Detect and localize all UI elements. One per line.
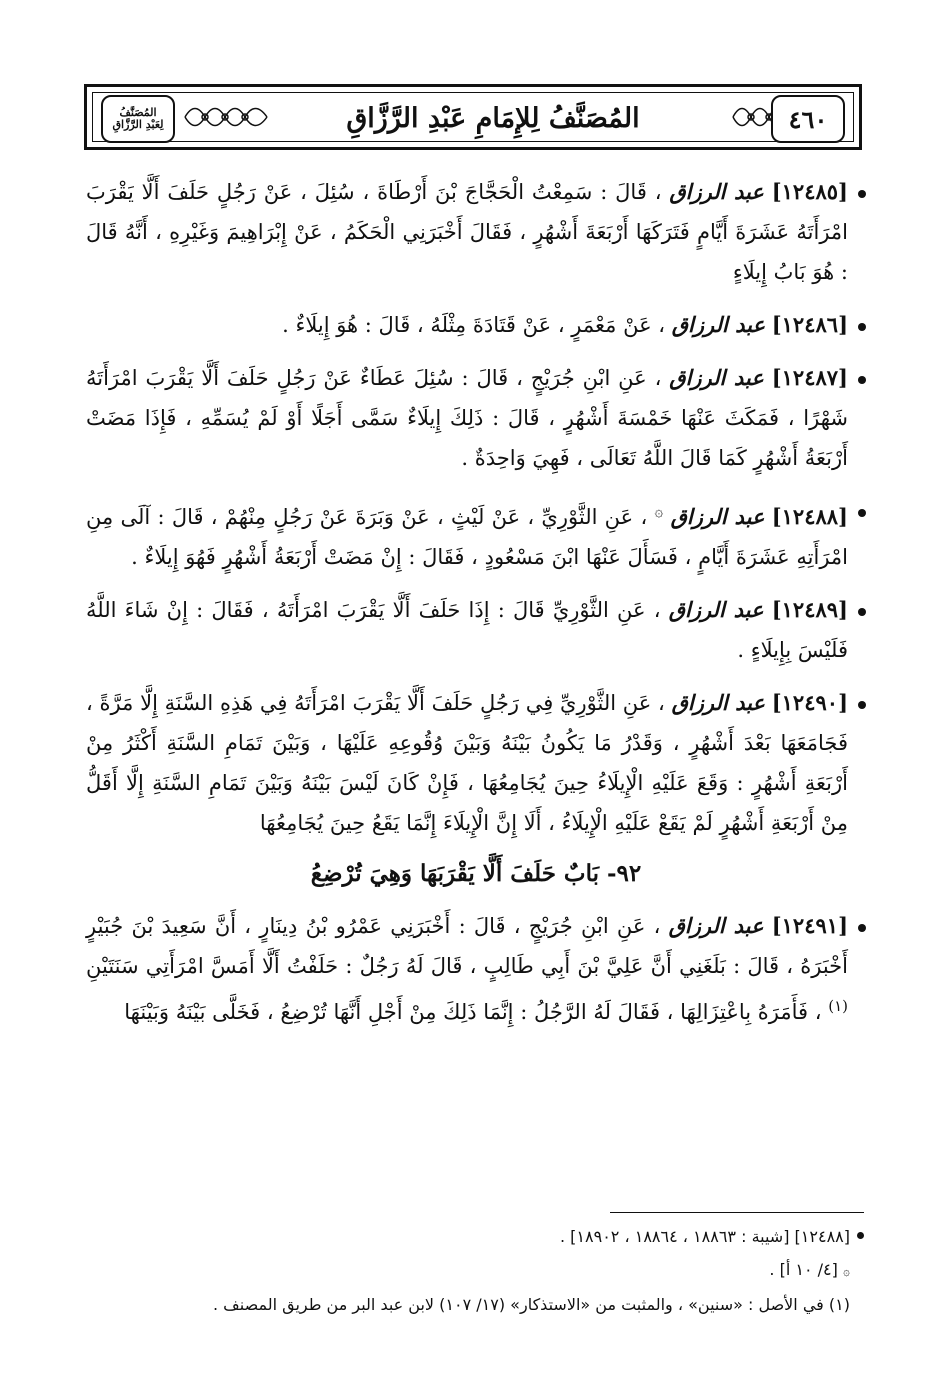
bullet-icon <box>858 376 866 384</box>
hadith-number: [١٢٤٩١] <box>771 913 848 938</box>
footnote-text: (١) في الأصل : «سنين» ، والمثبت من «الاستذكار» (١٧/ ١٠٧) لابن عبد البر من طريق المصنف . <box>213 1295 850 1314</box>
bullet-icon <box>858 509 866 517</box>
bullet-icon <box>858 323 866 331</box>
footnote-1 <box>86 1288 864 1321</box>
logo-line-1: المُصَنَّفُ <box>119 106 157 119</box>
hadith-12485 <box>86 172 866 292</box>
hadith-12491 <box>86 906 866 1032</box>
hadith-number: [١٢٤٨٦] <box>771 312 848 337</box>
page-number: ٤٦٠ <box>788 104 828 134</box>
hadith-text-continued: ، فَأَمَرَهُ بِاعْتِزَالِهَا ، فَقَالَ لَهُ الرَّجُلُ : إِنَّمَا ذَلِكَ مِنْ أَجْلِ أَنَّهَا تُرْضِعُ ، فَخَلَّى بَيْنَهُ وَبَيْنَهَا <box>124 1000 822 1024</box>
footnotes <box>86 1220 864 1321</box>
hadith-12489 <box>86 590 866 670</box>
bullet-icon <box>858 190 866 198</box>
ornament-left-icon <box>183 96 269 138</box>
page-header <box>84 84 862 150</box>
bullet-icon <box>858 701 866 709</box>
hadith-source: عبد الرزاق <box>669 365 764 390</box>
hadith-number: [١٢٤٨٥] <box>771 179 848 204</box>
footnote-folio <box>86 1253 864 1288</box>
hadith-source: عبد الرزاق <box>671 312 766 337</box>
hadith-source: عبد الرزاق <box>670 504 765 529</box>
bullet-icon <box>858 608 866 616</box>
hadith-text: ، عَنِ الثَّوْرِيِّ قَالَ : إِذَا حَلَفَ أَلَّا يَقْرَبَ امْرَأَتَهُ ، فَقَالَ : إِنْ شَاءَ اللَّهُ فَلَيْسَ بِإِيلَاءٍ . <box>86 598 848 662</box>
hadith-12487 <box>86 358 866 478</box>
hadith-number: [١٢٤٨٨] <box>771 504 848 529</box>
footnote-takhrij <box>86 1220 864 1253</box>
bullet-icon <box>857 1232 864 1239</box>
hadith-source: عبد الرزاق <box>671 690 765 715</box>
hadith-source: عبد الرزاق <box>668 913 764 938</box>
footnote-text: [١٢٤٨٨] [شيبة : ١٨٨٦٣ ، ١٨٨٦٤ ، ١٨٩٠٢] . <box>559 1227 850 1246</box>
hadith-source: عبد الرزاق <box>668 597 764 622</box>
hadith-text: ، عَنْ مَعْمَرٍ ، عَنْ قَتَادَةَ مِثْلَهُ ، قَالَ : هُوَ إِيلَاءٌ . <box>282 313 666 337</box>
chapter-heading: ٩٢- بَابٌ حَلَفَ أَلَّا يَقْرَبَهَا وَهِيَ تُرْضِعُ <box>310 860 642 887</box>
folio-marker-icon: ۞ <box>654 502 664 520</box>
hadith-source: عبد الرزاق <box>669 179 764 204</box>
running-title: المُصَنَّفُ لِلإِمَامِ عَبْدِ الرَّزَّاقِ <box>346 103 640 134</box>
footnote-text: [٤/ ١٠ أ] . <box>769 1260 838 1279</box>
hadith-number: [١٢٤٩٠] <box>771 690 848 715</box>
page-number-badge <box>771 95 845 143</box>
hadith-12486 <box>86 305 866 345</box>
footnote-reference[interactable]: (١) <box>828 997 848 1015</box>
hadith-number: [١٢٤٨٩] <box>771 597 848 622</box>
hadith-text: ، عَنِ ابْنِ جُرَيْجٍ ، قَالَ : سُئِلَ عَطَاءٌ عَنْ رَجُلٍ حَلَفَ أَلَّا يَقْرَبَ امْرَأَتَهُ شَهْرًا ، فَمَكَثَ عَنْهَا خَمْسَةَ أَشْهُرٍ ، قَالَ : ذَلِكَ إِيلَاءٌ سَمَّى أَجَلًا أَوْ لَمْ يُسَمِّهِ ، فَإِذَا مَضَتْ أَرْبَعَةُ أَشْهُرٍ كَمَا قَالَ اللَّهُ تَعَالَى ، فَهِيَ وَاحِدَةٌ . <box>86 366 848 470</box>
bullet-icon <box>858 924 866 932</box>
hadith-number: [١٢٤٨٧] <box>771 365 848 390</box>
book-logo <box>113 107 164 131</box>
hadith-text: ، عَنِ ابْنِ جُرَيْجٍ ، قَالَ : أَخْبَرَنِي عَمْرُو بْنُ دِينَارٍ ، أَنَّ سَعِيدَ بْنَ جُبَيْرٍ أَخْبَرَهُ ، قَالَ : بَلَغَنِي أَنَّ عَلِيَّ بْنَ أَبِي طَالِبٍ ، قَالَ لَهُ رَجُلٌ : حَلَفْتُ أَلَّا أَمَسَّ امْرَأَتِي سَنَتَيْنِ <box>86 914 848 978</box>
logo-line-2: لِعَبْدِ الرَّزَّاقِ <box>112 118 164 131</box>
hadith-text: ، قَالَ : سَمِعْتُ الْحَجَّاجَ بْنَ أَرْطَاةَ ، سُئِلَ ، عَنْ رَجُلٍ حَلَفَ أَلَّا يَقْرَبَ امْرَأَتَهُ عَشَرَةَ أَيَّامٍ فَتَرَكَهَا أَرْبَعَةَ أَشْهُرٍ ، فَقَالَ أَخْبَرَنِي الْحَكَمُ ، عَنْ إِبْرَاهِيمَ وَغَيْرِهِ ، أَنَّهُ قَالَ : هُوَ بَابُ إِيلَاءٍ <box>86 180 848 284</box>
footnote-divider <box>610 1212 864 1213</box>
main-text <box>86 172 866 1045</box>
folio-marker-icon: ۞ <box>842 1264 850 1278</box>
hadith-12490 <box>86 683 866 843</box>
hadith-12488 <box>86 491 866 577</box>
hadith-text: ، عَنِ الثَّوْرِيِّ ، عَنْ لَيْثٍ ، عَنْ وَبَرَةَ عَنْ رَجُلٍ مِنْهُمْ ، قَالَ : آلَى مِنِ امْرَأَتِهِ عَشَرَةَ أَيَّامٍ ، فَسَأَلَ عَنْهَا ابْنَ مَسْعُودٍ ، فَقَالَ : إِنْ مَضَتْ أَرْبَعَةُ أَشْهُرٍ فَهُوَ إِيلَاءٌ . <box>86 505 848 569</box>
book-logo-badge <box>101 95 175 143</box>
hadith-text: ، عَنِ الثَّوْرِيِّ فِي رَجُلٍ حَلَفَ أَلَّا يَقْرَبَ امْرَأَتَهُ فِي هَذِهِ السَّنَةِ إِلَّا مَرَّةً ، فَجَامَعَهَا بَعْدَ أَشْهُرٍ ، وَقَدْرُ مَا يَكُونُ بَيْنَهُ وَبَيْنَ وُقُوعِهِ عَلَيْهَا ، وَبَيْنَ تَمَامِ السَّنَةِ أَكْثَرُ مِنْ أَرْبَعَةِ أَشْهُرٍ : وَقَعَ عَلَيْهِ الْإِيلَاءُ حِينَ يُجَامِعُهَا ، فَإِنْ كَانَ لَيْسَ بَيْنَهُ وَبَيْنَ تَمَامِ السَّنَةِ إِلَّا أَقَلُّ مِنْ أَرْبَعَةِ أَشْهُرٍ لَمْ يَقَعْ عَلَيْهِ الْإِيلَاءُ ، أَلَا إِنَّ الْإِيلَاءَ إِنَّمَا يَقَعُ حِينَ يُجَامِعُهَا <box>86 691 848 835</box>
